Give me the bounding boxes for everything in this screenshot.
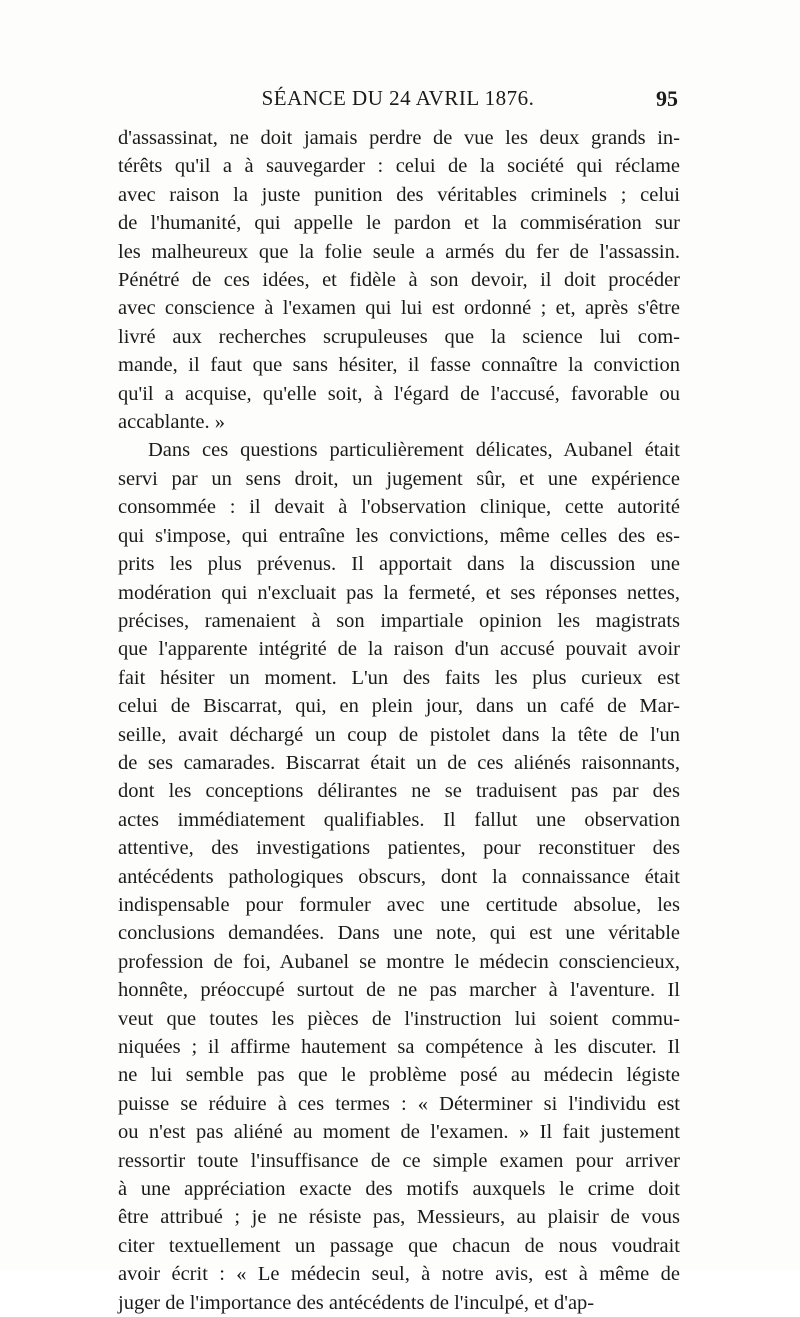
text-line: à une appréciation exacte des motifs auxquels le crime doit (118, 1178, 680, 1201)
text-line: citer textuellement un passage que chacun de nous voudrait (118, 1234, 680, 1257)
text-line: de l'humanité, qui appelle le pardon et la commisération sur (118, 212, 680, 235)
text-line: être attribué ; je ne résiste pas, Messieurs, au plaisir de vous (118, 1206, 680, 1229)
text-line: servi par un sens droit, un jugement sûr, et une expérience (118, 467, 680, 490)
text-line: avec raison la juste punition des véritables criminels ; celui (118, 183, 680, 206)
text-line: d'assassinat, ne doit jamais perdre de vue les deux grands in- (118, 127, 680, 149)
page-header (118, 86, 678, 126)
text-line: celui de Biscarrat, qui, en plein jour, dans un café de Mar- (118, 695, 680, 718)
text-line: térêts qu'il a à sauvegarder : celui de la société qui réclame (118, 155, 680, 178)
text-line: dont les conceptions délirantes ne se traduisent pas par des (118, 780, 680, 803)
text-line: puisse se réduire à ces termes : « Déterminer si l'individu est (118, 1092, 680, 1115)
text-line: antécédents pathologiques obscurs, dont la connaissance était (118, 865, 680, 888)
text-line: conclusions demandées. Dans une note, qui est une véritable (118, 922, 680, 945)
page-number: 95 (656, 86, 678, 111)
text-line: ne lui semble pas que le problème posé au médecin légiste (118, 1064, 680, 1087)
text-line: fait hésiter un moment. L'un des faits les plus curieux est (118, 666, 680, 689)
running-head: SÉANCE DU 24 AVRIL 1876. (261, 86, 535, 110)
text-line: Pénétré de ces idées, et fidèle à son devoir, il doit procéder (118, 269, 680, 292)
text-line: prits les plus prévenus. Il apportait dans la discussion une (118, 553, 680, 576)
text-line: actes immédiatement qualifiables. Il fallut une observation (118, 808, 680, 831)
text-line: seille, avait déchargé un coup de pistolet dans la tête de l'un (118, 723, 680, 746)
text-line: veut que toutes les pièces de l'instruction lui soient commu- (118, 1007, 680, 1030)
text-line: accablante. » (118, 411, 225, 434)
text-line: modération qui n'excluait pas la fermeté, et ses réponses nettes, (118, 581, 680, 604)
text-line: les malheureux que la folie seule a armés du fer de l'assassin. (118, 240, 680, 263)
text-line: que l'apparente intégrité de la raison d'un accusé pouvait avoir (118, 638, 680, 661)
text-line: avoir écrit : « Le médecin seul, à notre avis, est à même de (118, 1263, 680, 1286)
text-line: précises, ramenaient à son impartiale opinion les magistrats (118, 609, 680, 632)
text-line: livré aux recherches scrupuleuses que la science lui com- (118, 325, 680, 348)
text-line: ou n'est pas aliéné au moment de l'examen. » Il fait justement (118, 1121, 680, 1144)
text-line: avec conscience à l'examen qui lui est ordonné ; et, après s'être (118, 297, 680, 320)
text-line: de ses camarades. Biscarrat était un de ces aliénés raisonnants, (118, 751, 680, 774)
text-line: honnête, préoccupé surtout de ne pas marcher à l'aventure. Il (118, 979, 680, 1002)
text-line: juger de l'importance des antécédents de l'inculpé, et d'ap- (118, 1291, 595, 1314)
text-line: mande, il faut que sans hésiter, il fasse connaître la conviction (118, 354, 680, 377)
body-text (118, 124, 680, 1317)
text-line: Dans ces questions particulièrement délicates, Aubanel était (148, 439, 680, 462)
text-line: attentive, des investigations patientes, pour reconstituer des (118, 837, 680, 860)
text-line: niquées ; il affirme hautement sa compétence à les discuter. Il (118, 1036, 680, 1058)
text-line: profession de foi, Aubanel se montre le médecin consciencieux, (118, 950, 680, 973)
text-line: indispensable pour formuler avec une certitude absolue, les (118, 893, 680, 916)
text-line: qu'il a acquise, qu'elle soit, à l'égard de l'accusé, favorable ou (118, 382, 680, 405)
text-line: consommée : il devait à l'observation clinique, cette autorité (118, 496, 680, 519)
text-line: ressortir toute l'insuffisance de ce simple examen pour arriver (118, 1149, 680, 1172)
text-line: qui s'impose, qui entraîne les convictions, même celles des es- (118, 524, 680, 547)
